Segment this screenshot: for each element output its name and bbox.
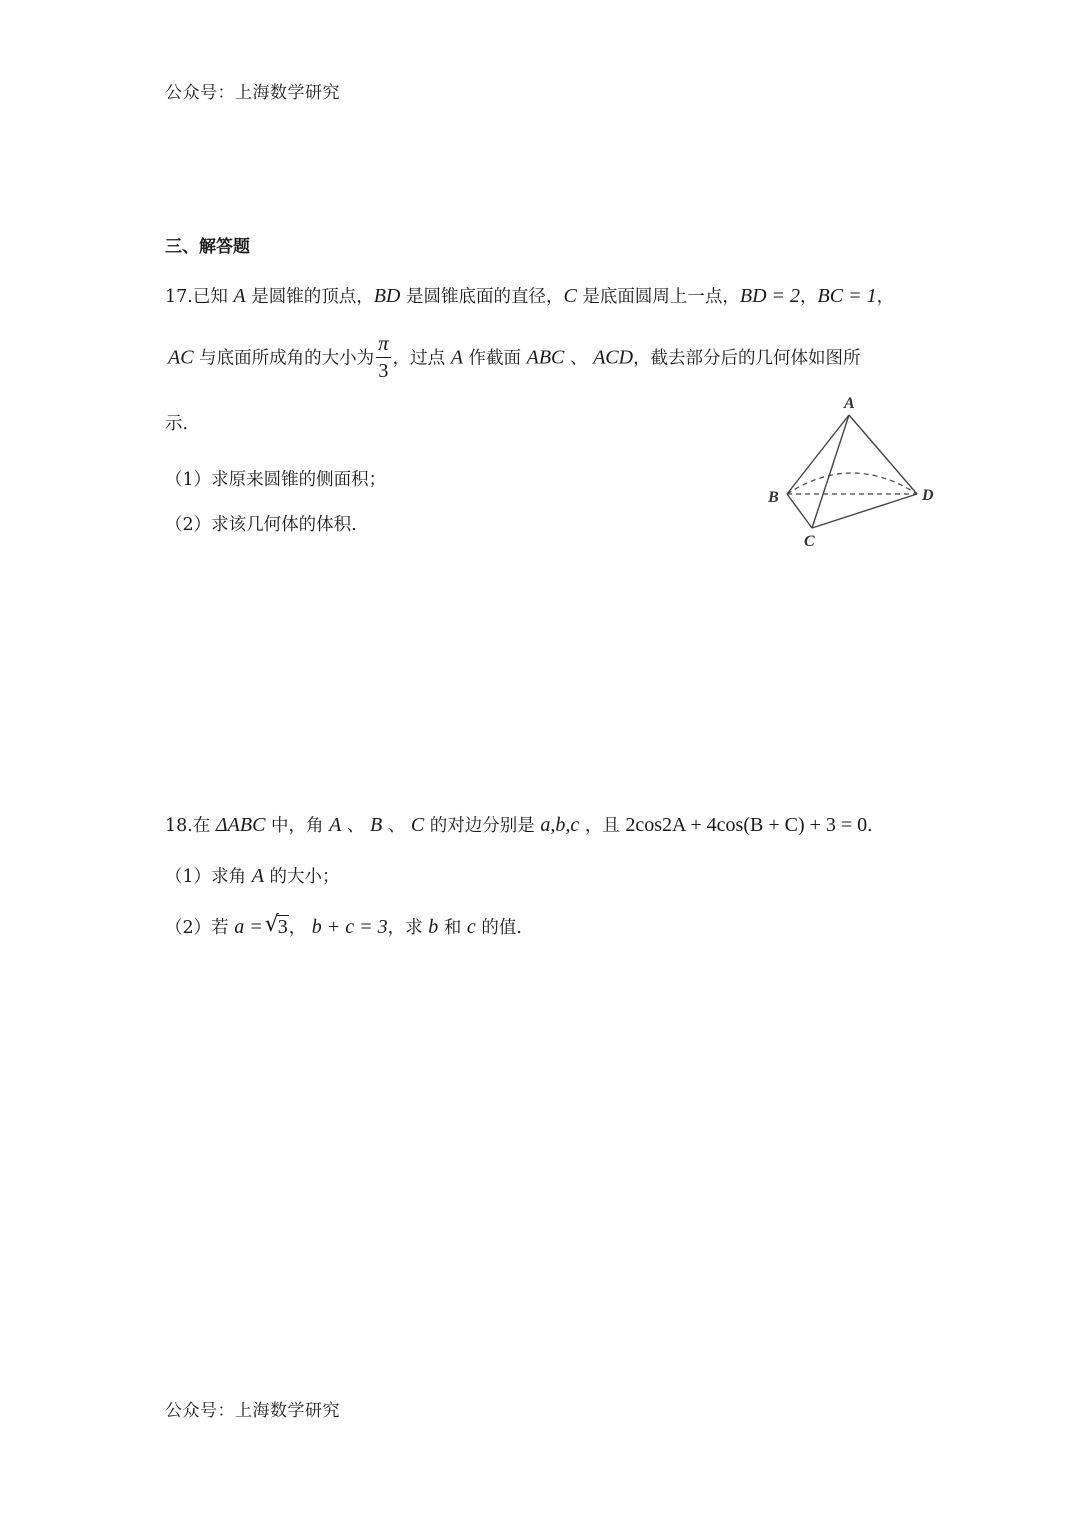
q18-text: 、 [387, 816, 406, 836]
q17-text: 作截面 [468, 348, 522, 369]
q18-var: ΔABC [215, 814, 266, 836]
page-header: 公众号：上海数学研究 [165, 83, 340, 103]
q18-text: （1）求角 [165, 867, 247, 887]
q18-var: a,b,c [540, 814, 580, 836]
edge-ab [787, 415, 849, 494]
q17-var: BD [373, 285, 401, 307]
q18-text: ， [288, 918, 307, 938]
q18-equation: b + c = 3 [311, 916, 388, 938]
q18-equation: 2cos2A + 4cos(B + C) + 3 = 0 [625, 814, 868, 836]
q18-var: c [466, 916, 476, 938]
label-b: B [768, 489, 779, 506]
q18-text: 的值. [481, 918, 522, 938]
q18-text: ，求 [387, 918, 423, 938]
q17-fraction [376, 333, 391, 381]
q18-text: ，且 [584, 816, 620, 836]
q17-text: ，过点 [392, 348, 446, 369]
q17-text: 是圆锥的顶点， [251, 287, 374, 307]
q18-subquestion-2 [165, 914, 522, 939]
q17-equation: BD = 2 [739, 285, 801, 307]
q17-line3: 示. [165, 414, 189, 434]
q18-subquestion-1 [165, 863, 340, 888]
q18-var: C [410, 814, 425, 836]
q17-text: 已知 [192, 287, 228, 307]
page-footer: 公众号：上海数学研究 [165, 1401, 340, 1421]
sqrt-expression [264, 912, 289, 939]
sqrt-icon: √ [264, 912, 279, 937]
q18-line1 [165, 812, 873, 837]
q17-text: ， [876, 287, 895, 307]
q18-text: （2）若 [165, 918, 229, 938]
q18-text: 在 [192, 816, 211, 836]
q18-text: 、 [346, 816, 365, 836]
q17-number: 17. [165, 287, 193, 307]
q17-subquestion-1: （1）求原来圆锥的侧面积； [165, 470, 387, 490]
q17-text: 是圆锥底面的直径， [405, 287, 564, 307]
q18-var: b [428, 916, 439, 938]
label-a: A [844, 395, 855, 412]
base-arc-dashed [787, 473, 917, 494]
q17-var: AC [168, 346, 194, 369]
label-c: C [804, 533, 815, 550]
q17-var: A [450, 346, 463, 369]
q17-line1 [165, 283, 894, 308]
q18-text: 中，角 [271, 816, 324, 836]
q17-var: ACD [593, 346, 634, 369]
sqrt-radicand: 3 [277, 916, 288, 938]
q17-line2 [168, 331, 861, 383]
q18-var: A [329, 814, 342, 836]
q18-number: 18. [165, 816, 193, 836]
edge-ac [812, 415, 849, 528]
q17-text: 是底面圆周上一点， [582, 287, 740, 307]
q17-text: ， [800, 287, 818, 307]
edge-bc [787, 494, 812, 528]
q17-var: ABC [526, 346, 565, 369]
edge-ad [849, 415, 917, 494]
section-title: 三、解答题 [165, 237, 250, 257]
q17-var: C [563, 285, 577, 307]
fraction-denominator: 3 [378, 360, 389, 382]
label-d: D [922, 487, 934, 504]
q17-text: 、 [569, 348, 588, 369]
q18-text: 的大小； [269, 867, 340, 887]
q17-equation: BC = 1 [817, 285, 877, 307]
q17-text: ，截去部分后的几何体如图所 [633, 348, 861, 369]
q17-text: 与底面所成角的大小为 [199, 348, 375, 369]
q17-figure [760, 390, 950, 550]
q18-text: 和 [443, 918, 462, 938]
q18-text: . [867, 816, 873, 836]
fraction-numerator: π [376, 333, 391, 358]
q17-var: A [233, 285, 246, 307]
q18-equation: a = [234, 916, 263, 938]
q18-text: 的对边分别是 [429, 816, 535, 836]
edge-cd [812, 494, 917, 528]
q17-subquestion-2: （2）求该几何体的体积. [165, 515, 357, 535]
q18-var: B [369, 814, 383, 836]
q18-var: A [251, 865, 264, 887]
